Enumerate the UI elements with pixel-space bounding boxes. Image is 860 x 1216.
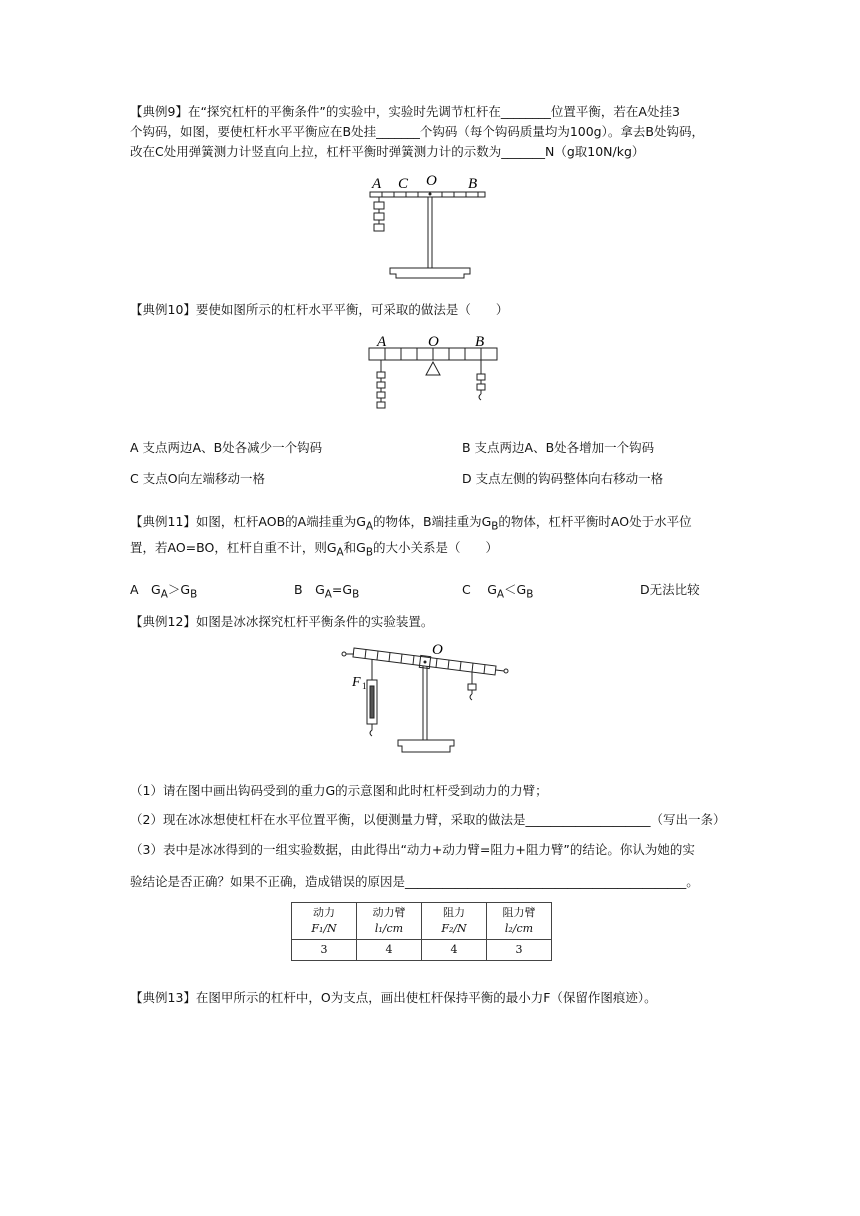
table-row	[292, 940, 552, 961]
ex10-option-b: B 支点两边A、B处各增加一个钩码	[462, 440, 655, 455]
ex10-option-a: A 支点两边A、B处各减少一个钩码	[130, 440, 323, 455]
table-header-cell: 阻力臂 l₂/cm	[487, 903, 552, 940]
spring-scale	[367, 659, 377, 736]
label-c: C	[398, 176, 409, 192]
ex12-q3-line-1: （3）表中是冰冰得到的一组实验数据，由此得出“动力+动力臂=阻力+阻力臂”的结论。你认为她的实	[130, 842, 695, 857]
ex11-option-a: A $G_A>G_B$	[130, 582, 198, 601]
ex9-line-2: 个钩码，如图，要使杠杆水平平衡应在B处挂_______个钩码（每个钩码质量均为100g）。拿去B处钩码，	[130, 124, 704, 139]
label-a: A	[372, 176, 382, 192]
table-cell: 4	[357, 940, 422, 961]
ex10-question: 【典例10】要使如图所示的杠杆水平平衡，可采取的做法是（ ）	[130, 302, 509, 317]
ex10-option-c: C 支点O向左端移动一格	[130, 471, 266, 486]
table-header-cell: 动力 F₁/N	[292, 903, 357, 940]
ex12-question: 【典例12】如图是冰冰探究杠杆平衡条件的实验装置。	[130, 614, 434, 629]
label-o: O	[432, 642, 443, 658]
ex13-question: 【典例13】在图甲所示的杠杆中，O为支点，画出使杠杆保持平衡的最小力F（保留作图痕迹）。	[130, 990, 657, 1005]
table-header-row	[292, 903, 552, 940]
label-f1-sub: 1	[362, 681, 367, 691]
table-header-cell: 动力臂 l₁/cm	[357, 903, 422, 940]
weights-right	[477, 360, 485, 400]
label-f1: F	[352, 675, 361, 690]
ex9-line-1: 【典例9】在“探究杠杆的平衡条件”的实验中，实验时先调节杠杆在________位置平衡，若在A处挂3	[130, 104, 680, 119]
ex12-q3-line-2: 验结论是否正确？如果不正确，造成错误的原因是_____________________________________________。	[130, 874, 699, 889]
table-cell: 3	[292, 940, 357, 961]
weights-left	[377, 360, 385, 408]
ex10-lever-figure	[365, 332, 500, 422]
hanging-weights	[374, 197, 384, 231]
experiment-data-table	[291, 902, 552, 961]
label-b: B	[475, 334, 485, 350]
label-o: O	[428, 334, 439, 350]
table-cell: 3	[487, 940, 552, 961]
label-b: B	[468, 176, 478, 192]
ex11-line-2: 置，若AO=BO，杠杆自重不计，则$G_A$和$G_B$的大小关系是（ ）	[130, 540, 498, 559]
label-a: A	[377, 334, 387, 350]
label-o: O	[426, 173, 437, 189]
ex12-q1: （1）请在图中画出钩码受到的重力G的示意图和此时杠杆受到动力的力臂；	[130, 783, 548, 798]
ex11-option-d: D无法比较	[640, 582, 700, 597]
ex11-option-b: B $G_A=G_B$	[294, 582, 360, 601]
table-header-cell: 阻力 F₂/N	[422, 903, 487, 940]
ex12-q2: （2）现在冰冰想使杠杆在水平位置平衡，以便测量力臂，采取的做法是____________________（写出一条）	[130, 812, 726, 827]
table-cell: 4	[422, 940, 487, 961]
ex11-line-1: 【典例11】如图，杠杆AOB的A端挂重为$G_A$的物体，B端挂重为$G_B$的物体，杠杆平衡时AO处于水平位	[130, 514, 692, 533]
ex12-apparatus-figure	[336, 642, 516, 760]
ex11-option-c: C $G_A<G_B$	[462, 582, 534, 601]
ex10-option-d: D 支点左侧的钩码整体向右移动一格	[462, 471, 664, 486]
ex9-lever-figure	[360, 168, 495, 283]
ex9-line-3: 改在C处用弹簧测力计竖直向上拉，杠杆平衡时弹簧测力计的示数为_______N（g取10N/kg）	[130, 144, 645, 159]
hanging-weight	[468, 672, 476, 700]
